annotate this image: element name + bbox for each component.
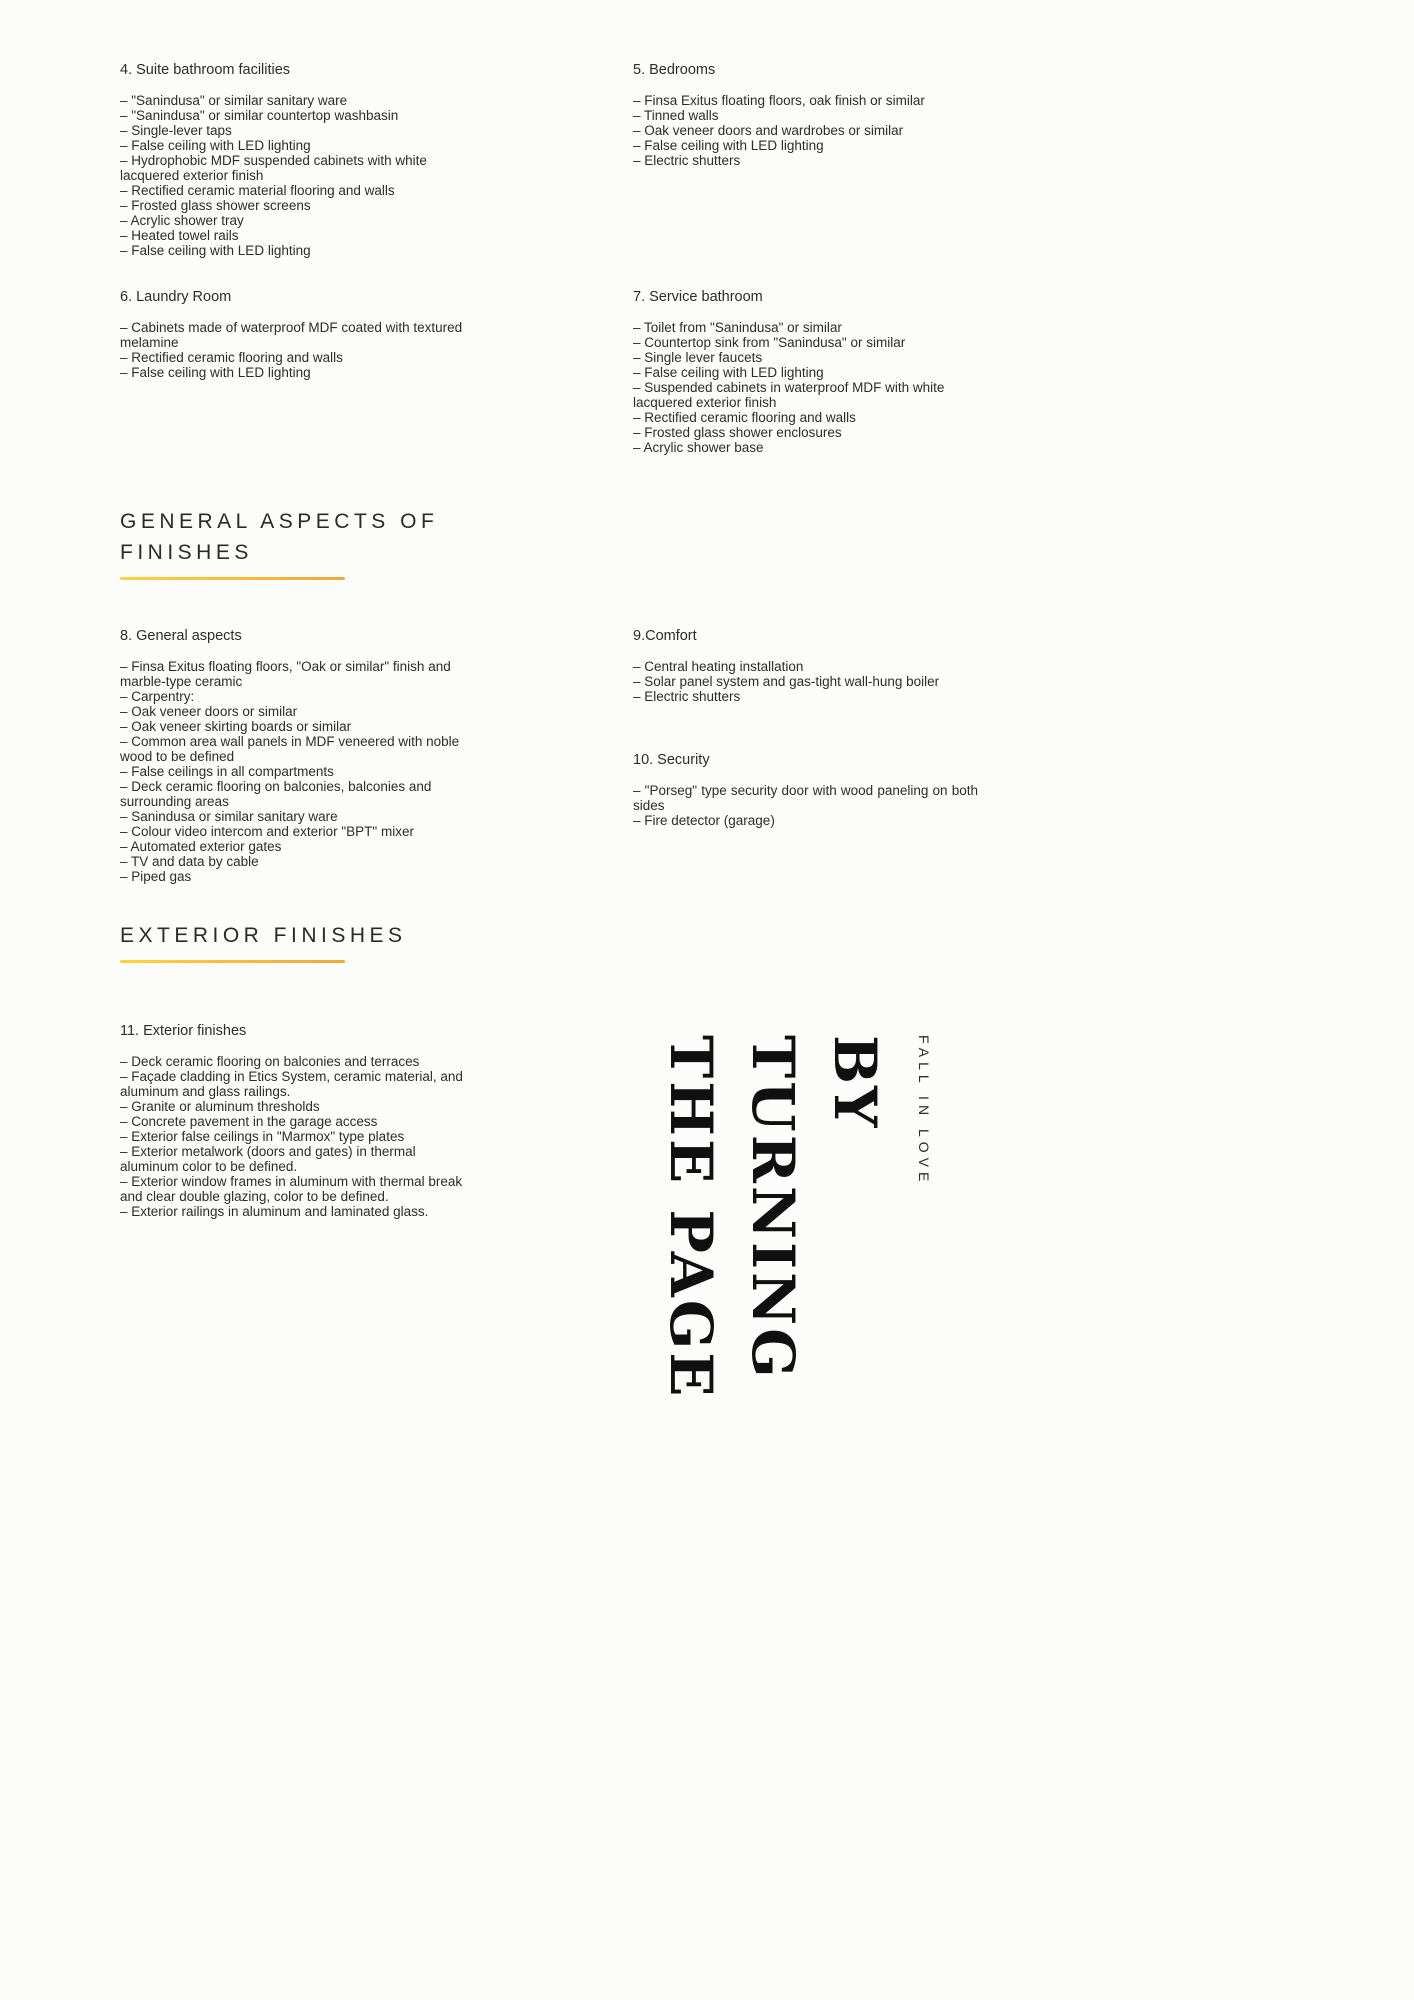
section-title: 11. Exterior finishes [120,1023,247,1039]
spec-item: – Countertop sink from "Sanindusa" or similar [633,335,906,350]
section-items [633,783,978,828]
accent-underline [120,577,345,580]
section-suite-bathroom [120,62,472,258]
section-items [633,659,978,704]
spec-item: – Rectified ceramic flooring and walls [633,410,856,425]
section-exterior-finishes [120,1023,472,1219]
tagline-big-line: TURNING [739,1035,807,1381]
spec-item: – Acrylic shower base [633,440,764,455]
spec-item: – False ceilings in all compartments [120,764,334,779]
spec-item: – Heated towel rails [120,228,239,243]
spec-item: – False ceiling with LED lighting [633,365,824,380]
spec-item: – Oak veneer skirting boards or similar [120,719,352,734]
spec-item: – Frosted glass shower enclosures [633,425,842,440]
spec-item: – Finsa Exitus floating floors, oak finish or similar [633,93,925,108]
heading-general-aspects-of-finishes [120,506,540,580]
spec-item: – Granite or aluminum thresholds [120,1099,320,1114]
heading-text: EXTERIOR FINISHES [120,924,407,947]
spec-item: – "Sanindusa" or similar countertop washbasin [120,108,399,123]
spec-item: – Cabinets made of waterproof MDF coated with textured melamine [120,320,463,350]
spec-item: – Common area wall panels in MDF veneered with noble wood to be defined [120,734,460,764]
section-title: 10. Security [633,752,710,768]
spec-item: – Electric shutters [633,689,741,704]
spec-item: – Deck ceramic flooring on balconies, balconies and surrounding areas [120,779,432,809]
rotated-tagline [650,1035,952,1420]
heading-exterior-finishes [120,920,540,963]
spec-item: – Central heating installation [633,659,804,674]
spec-item: – Solar panel system and gas-tight wall-hung boiler [633,674,940,689]
section-title: 5. Bedrooms [633,62,716,78]
spec-item: – "Porseg" type security door with wood paneling on both sides [633,783,978,813]
section-items [120,659,472,884]
section-bedrooms [633,62,978,168]
section-general-aspects [120,628,472,884]
spec-item: – "Sanindusa" or similar sanitary ware [120,93,348,108]
spec-item: – Acrylic shower tray [120,213,244,228]
spec-item: – Exterior false ceilings in "Marmox" type plates [120,1129,405,1144]
spec-item: – Single lever faucets [633,350,763,365]
spec-item: – False ceiling with LED lighting [120,365,311,380]
tagline-big-line: BY [821,1035,889,1131]
spec-item: – False ceiling with LED lighting [633,138,824,153]
spec-item: – Exterior railings in aluminum and laminated glass. [120,1204,429,1219]
spec-item: – Finsa Exitus floating floors, "Oak or similar" finish and marble-type ceramic [120,659,451,689]
spec-item: – Frosted glass shower screens [120,198,311,213]
spec-item: – Deck ceramic flooring on balconies and terraces [120,1054,420,1069]
spec-item: – Carpentry: [120,689,195,704]
section-items [120,1054,472,1219]
section-title: 4. Suite bathroom facilities [120,62,291,78]
section-title: 7. Service bathroom [633,289,763,305]
tagline-big-line: THE PAGE [657,1035,725,1400]
section-items [120,320,472,380]
spec-item: – Toilet from "Sanindusa" or similar [633,320,842,335]
section-title: 6. Laundry Room [120,289,232,305]
spec-item: – Sanindusa or similar sanitary ware [120,809,338,824]
spec-item: – TV and data by cable [120,854,259,869]
spec-item: – Fire detector (garage) [633,813,775,828]
section-items [633,320,978,455]
spec-item: – Rectified ceramic material flooring and walls [120,183,395,198]
spec-item: – Electric shutters [633,153,741,168]
spec-item: – Piped gas [120,869,192,884]
spec-item: – Automated exterior gates [120,839,282,854]
spec-item: – Colour video intercom and exterior "BPT" mixer [120,824,414,839]
section-title: 9.Comfort [633,628,697,644]
spec-item: – Oak veneer doors or similar [120,704,298,719]
section-items [633,93,978,168]
spec-item: – Façade cladding in Etics System, ceramic material, and aluminum and glass railings. [120,1069,463,1099]
section-service-bathroom [633,289,978,455]
spec-item: – Hydrophobic MDF suspended cabinets with white lacquered exterior finish [120,153,427,183]
spec-item: – Exterior window frames in aluminum with thermal break and clear double glazing, color to be defined. [120,1174,463,1204]
spec-item: – Single-lever taps [120,123,232,138]
accent-underline [120,960,345,963]
tagline-small-line: FALL IN LOVE [916,1035,932,1187]
section-laundry-room [120,289,472,380]
spec-item: – Concrete pavement in the garage access [120,1114,378,1129]
spec-item: – Rectified ceramic flooring and walls [120,350,343,365]
section-title: 8. General aspects [120,628,242,644]
spec-item: – False ceiling with LED lighting [120,138,311,153]
section-items [120,93,472,258]
heading-text: GENERAL ASPECTS OF FINISHES [120,510,439,564]
spec-item: – Suspended cabinets in waterproof MDF with white lacquered exterior finish [633,380,945,410]
spec-item: – Exterior metalwork (doors and gates) in thermal aluminum color to be defined. [120,1144,416,1174]
spec-item: – Tinned walls [633,108,719,123]
spec-item: – Oak veneer doors and wardrobes or similar [633,123,904,138]
section-security [633,752,978,828]
section-comfort [633,628,978,704]
spec-item: – False ceiling with LED lighting [120,243,311,258]
